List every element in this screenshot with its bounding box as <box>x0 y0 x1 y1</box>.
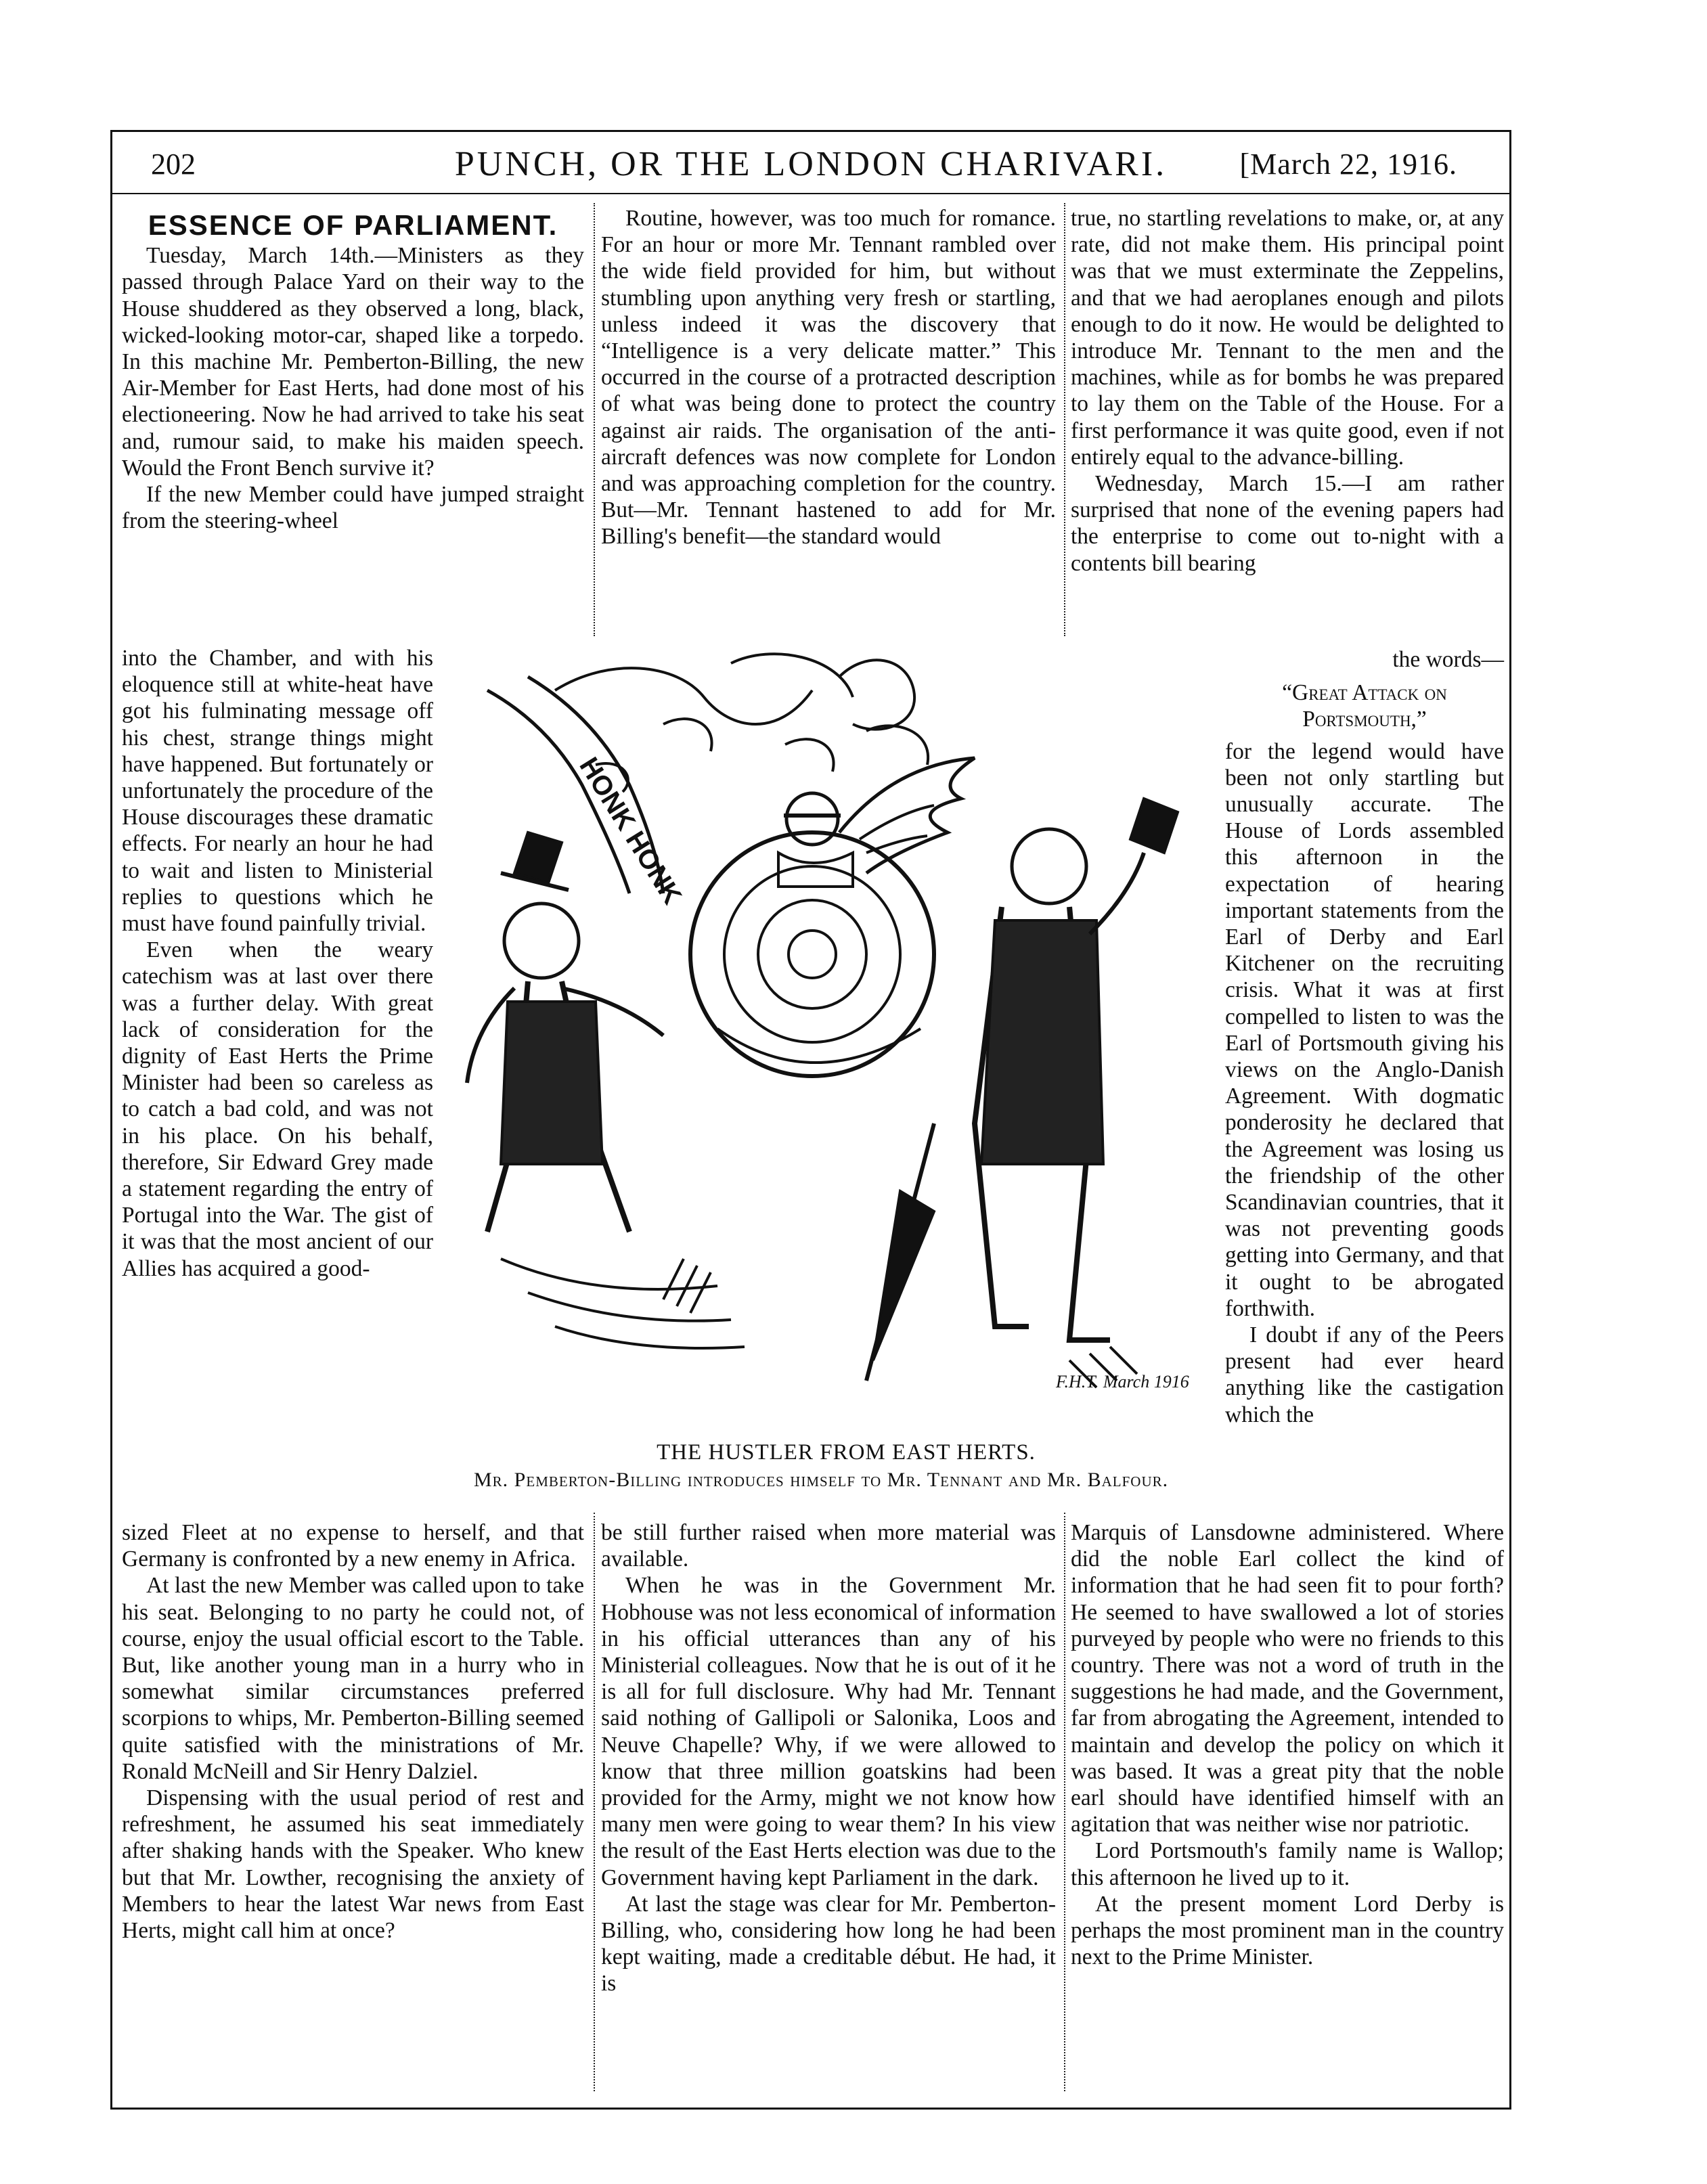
paragraph: At the present moment Lord Derby is perhaps the most prominent man in the country next to the Prime Minister. <box>1071 1891 1504 1970</box>
paragraph: Wednesday, March 15.—I am rather surprised that none of the evening papers had the enterprise to come out to-night with a contents bill bearing <box>1071 471 1504 576</box>
column-divider <box>594 1513 595 2091</box>
paragraph: Dispensing with the usual period of rest and refreshment, he assumed his seat immediately after shaking hands with the Speaker. Who knew but that Mr. Lowther, recognising the anxiety of Members to hear the latest War news from East Herts, might call him at once? <box>122 1785 584 1944</box>
cartoon-signature: F.H.T. March 1916 <box>1056 1372 1189 1391</box>
column-1-top <box>122 205 584 534</box>
column-divider <box>1064 203 1065 636</box>
pull-quote: Portsmouth,” <box>1302 707 1427 732</box>
page-header <box>110 132 1511 193</box>
paragraph: Routine, however, was too much for romance. For an hour or more Mr. Tennant rambled over the wide field provided for him, but without stumbling upon anything very fresh or startling, unless indeed it was the discovery that “Intelligence is a very delicate matter.” This occurred in the course of a protracted description of what was being done to protect the country against air raids. The organisation of the anti-aircraft defences was now complete for London and was approaching completion for the country. But—Mr. Tennant hastened to add for Mr. Billing's benefit—the standard would <box>601 206 1056 550</box>
paragraph: for the legend would have been not only startling but unusually accurate. The House of Lords assembled this afternoon in the expectation of hearing important statements from the Earl of Derby and Earl Kitchener on the recruiting crisis. What it was at first compelled to listen to was the Earl of Portsmouth giving his views on the Anglo-Danish Agreement. With dogmatic ponderosity he declared that the Agreement was losing us the friendship of the other Scandinavian countries, that it was not preventing goods getting into Germany, and that it ought to be abrogated forthwith. <box>1225 738 1504 1321</box>
header-divider <box>110 193 1511 194</box>
paragraph: I doubt if any of the Peers present had ever heard anything like the castigation which the <box>1225 1322 1504 1427</box>
cartoon-caption-subtitle: Mr. Pemberton-Billing introduces himself to Mr. Tennant and Mr. Balfour. <box>474 1469 1169 1491</box>
paragraph: the words— <box>1392 647 1504 672</box>
paragraph: true, no startling revelations to make, or, at any rate, did not make them. His principal point was that we must exterminate the Zeppelins, and that we had aeroplanes enough and pilots enough to do it now. He would be delighted to introduce Mr. Tennant to the men and the machines, while as for bombs he was prepared to lay them on the Table of the House. For a first performance it was quite good, even if not entirely equal to the advance-billing. <box>1071 206 1504 470</box>
column-3-top <box>1071 205 1504 577</box>
paragraph: At last the new Member was called upon to take his seat. Belonging to no party he could not, of course, enjoy the usual official escort to the Table. But, like another young man in a hurry who in somewhat similar circumstances preferred scorpions to whips, Mr. Pemberton-Billing seemed quite satisfied with the ministrations of Mr. Ronald McNeill and Sir Henry Dalziel. <box>122 1573 584 1784</box>
paragraph: into the Chamber, and with his eloquence still at white-heat have got his fulminating message off his chest, strange things might have happened. But fortunately or unfortunately the procedure of the House discourages these dramatic effects. For nearly an hour he had to wait and listen to Ministerial replies to questions which he must have found painfully trivial. <box>122 646 433 937</box>
paragraph: sized Fleet at no expense to herself, and that Germany is confronted by a new enemy in Africa. <box>122 1520 584 1572</box>
column-1-wrap <box>122 645 433 1282</box>
paragraph: When he was in the Government Mr. Hobhouse was not less economical of information in his official utterances than any of his Ministerial colleagues. Now that he is out of it he is all for full disclosure. Why had Mr. Tennant said nothing of Gallipoli or Salonika, Loos and Neuve Chapelle? Why, if we were allowed to know that three million goatskins had been provided for the Army, might we not know how many men were going to wear them? In his view the result of the East Herts election was due to the Government having kept Parliament in the dark. <box>601 1573 1056 1890</box>
column-divider <box>1064 1513 1065 2091</box>
pull-quote: “Great Attack on <box>1282 680 1447 706</box>
paragraph: Lord Portsmouth's family name is Wallop; this afternoon he lived up to it. <box>1071 1838 1504 1890</box>
column-2-bottom <box>601 1519 1056 1997</box>
page-number: 202 <box>151 148 196 181</box>
cartoon-caption-title: THE HUSTLER FROM EAST HERTS. <box>657 1440 1036 1465</box>
page-title: PUNCH, OR THE LONDON CHARIVARI. <box>454 145 1168 183</box>
cartoon-banner-text: HONK HONK <box>573 752 688 910</box>
column-3-bottom <box>1071 1519 1504 1970</box>
paragraph: At last the stage was clear for Mr. Pemberton-Billing, who, considering how long he had been kept waiting, made a creditable début. He had, it is <box>601 1891 1056 1997</box>
paragraph: be still further raised when more material was available. <box>601 1520 1056 1572</box>
column-divider <box>594 203 595 636</box>
paragraph: Even when the weary catechism was at last over there was a further delay. With great lack of consideration for the dignity of East Herts the Prime Minister had been so careless as to catch a bad cold, and was not in his place. On his behalf, therefore, Sir Edward Grey made a statement regarding the entry of Portugal into the War. The gist of it was that the most ancient of our Allies has acquired a good- <box>122 937 433 1281</box>
article-heading: ESSENCE OF PARLIAMENT. <box>148 209 558 241</box>
column-1-bottom <box>122 1519 584 1944</box>
paragraph: Marquis of Lansdowne administered. Where did the noble Earl collect the kind of information that he had seen fit to pour forth? He seemed to have swallowed a lot of stories purveyed by people who were no friends to this country. There was not a word of truth in the suggestions he had made, and the Government, far from abrogating the Agreement, intended to maintain and develop the policy on which it was based. It was a great pity that the noble earl should have identified himself with an agitation that was neither wise nor patriotic. <box>1071 1520 1504 1837</box>
paragraph: Tuesday, March 14th.—Ministers as they passed through Palace Yard on their way to the House shuddered as they observed a long, black, wicked-looking motor-car, shaped like a torpedo. In this machine Mr. Pemberton-Billing, the new Air-Member for East Herts, had done most of his electioneering. Now he had arrived to take his seat and, rumour said, to make his maiden speech. Would the Front Bench survive it? <box>122 243 584 481</box>
column-2-top <box>601 205 1056 550</box>
column-3-wrap <box>1225 646 1504 1428</box>
cartoon-illustration <box>460 650 1232 1435</box>
issue-date: [March 22, 1916. <box>1239 148 1457 181</box>
paragraph: If the new Member could have jumped straight from the steering-wheel <box>122 482 584 534</box>
